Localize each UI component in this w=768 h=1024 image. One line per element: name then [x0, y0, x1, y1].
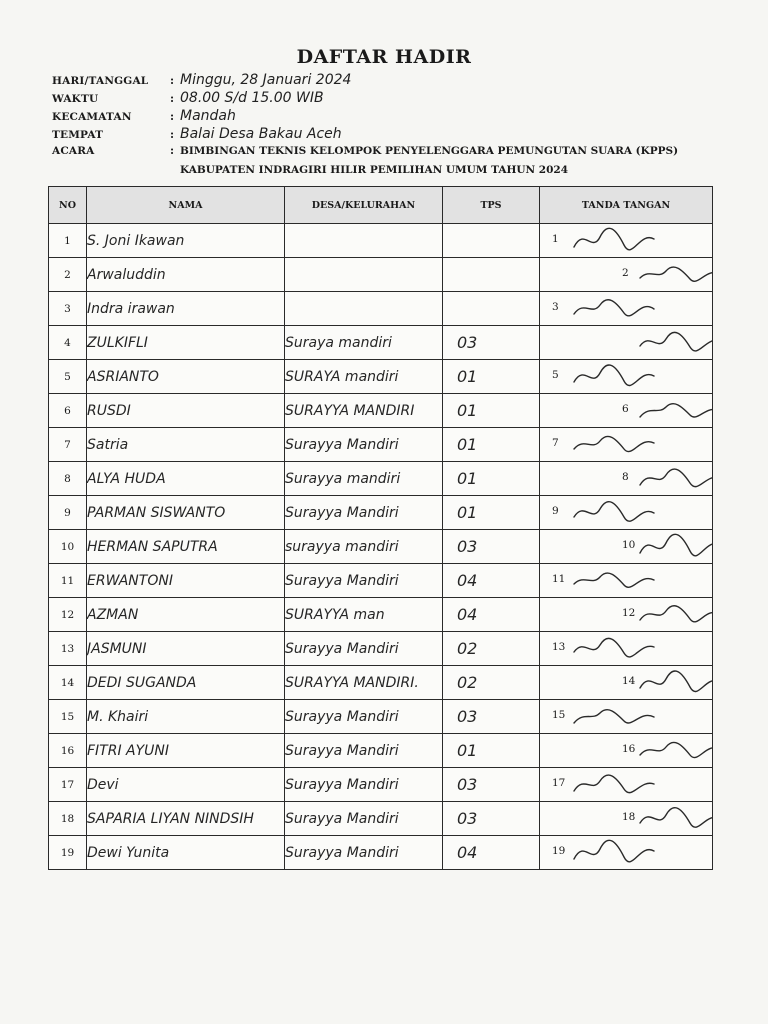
signature-cell [540, 292, 713, 326]
tps-cell: 02 [443, 666, 540, 700]
colon: : [170, 92, 175, 105]
colon: : [170, 74, 175, 87]
colon: : [170, 110, 175, 123]
table-row [49, 428, 713, 462]
table-row [49, 836, 713, 870]
table-row [49, 530, 713, 564]
village-cell: SURAYYA man [285, 598, 443, 632]
row-number: 7 [49, 428, 87, 462]
name-cell: SAPARIA LIYAN NINDSIH [87, 802, 285, 836]
tps-cell: 01 [443, 394, 540, 428]
row-number: 5 [49, 360, 87, 394]
header-nama: NAMA [87, 187, 285, 224]
village-cell: Surayya Mandiri [285, 428, 443, 462]
row-number: 11 [49, 564, 87, 598]
table-row [49, 326, 713, 360]
acara-value-line2: KABUPATEN INDRAGIRI HILIR PEMILIHAN UMUM TAHUN 2024 [180, 164, 569, 176]
village-cell: SURAYYA MANDIRI. [285, 666, 443, 700]
row-number: 4 [49, 326, 87, 360]
name-cell: Devi [87, 768, 285, 802]
table-row [49, 564, 713, 598]
signature-cell [540, 598, 713, 632]
signature-mark [570, 361, 660, 391]
row-number: 12 [49, 598, 87, 632]
signature-number: 6 [622, 403, 629, 415]
hari-value: Minggu, 28 Januari 2024 [180, 72, 352, 88]
table-row [49, 394, 713, 428]
signature-mark [636, 259, 713, 289]
colon: : [170, 128, 175, 141]
waktu-value: 08.00 S/d 15.00 WIB [180, 90, 324, 106]
table-row [49, 666, 713, 700]
signature-mark [570, 701, 660, 731]
village-cell [285, 258, 443, 292]
signature-mark [570, 769, 660, 799]
signature-number: 17 [552, 777, 566, 789]
name-cell: DEDI SUGANDA [87, 666, 285, 700]
village-cell: Surayya Mandiri [285, 496, 443, 530]
signature-mark [570, 225, 660, 255]
signature-cell [540, 428, 713, 462]
row-number: 1 [49, 224, 87, 258]
village-cell: Surayya mandiri [285, 462, 443, 496]
village-cell [285, 224, 443, 258]
signature-number: 10 [622, 539, 636, 551]
meta-row-kecamatan [52, 108, 732, 126]
signature-number: 15 [552, 709, 566, 721]
table-row [49, 598, 713, 632]
signature-number: 8 [622, 471, 629, 483]
tps-cell: 01 [443, 496, 540, 530]
signature-mark [636, 395, 713, 425]
tps-cell [443, 292, 540, 326]
table-row [49, 292, 713, 326]
village-cell: Surayya Mandiri [285, 564, 443, 598]
name-cell: FITRI AYUNI [87, 734, 285, 768]
table-row [49, 360, 713, 394]
signature-mark [570, 565, 660, 595]
village-cell [285, 292, 443, 326]
table-body [49, 224, 713, 870]
signature-mark [636, 667, 713, 697]
header-no: NO [49, 187, 87, 224]
waktu-label: WAKTU [52, 93, 99, 105]
signature-cell [540, 394, 713, 428]
row-number: 6 [49, 394, 87, 428]
signature-number: 16 [622, 743, 636, 755]
signature-number: 11 [552, 573, 566, 585]
tps-cell: 03 [443, 326, 540, 360]
signature-mark [636, 735, 713, 765]
name-cell: HERMAN SAPUTRA [87, 530, 285, 564]
name-cell: Indra irawan [87, 292, 285, 326]
name-cell: M. Khairi [87, 700, 285, 734]
village-cell: Surayya Mandiri [285, 836, 443, 870]
signature-cell [540, 768, 713, 802]
village-cell: Surayya Mandiri [285, 802, 443, 836]
tps-cell: 04 [443, 836, 540, 870]
signature-cell [540, 700, 713, 734]
row-number: 3 [49, 292, 87, 326]
tps-cell: 02 [443, 632, 540, 666]
signature-cell [540, 326, 713, 360]
acara-value-line1: BIMBINGAN TEKNIS KELOMPOK PENYELENGGARA PEMUNGUTAN SUARA (KPPS) [180, 145, 679, 157]
table-row [49, 224, 713, 258]
meta-row-hari [52, 72, 732, 90]
signature-number: 18 [622, 811, 636, 823]
name-cell: AZMAN [87, 598, 285, 632]
name-cell: RUSDI [87, 394, 285, 428]
signature-mark [636, 327, 713, 357]
tps-cell [443, 224, 540, 258]
village-cell: Surayya Mandiri [285, 734, 443, 768]
signature-mark [636, 803, 713, 833]
tps-cell: 03 [443, 768, 540, 802]
tps-cell: 03 [443, 530, 540, 564]
table-header-row [49, 187, 713, 224]
signature-mark [636, 463, 713, 493]
tps-cell: 01 [443, 462, 540, 496]
row-number: 17 [49, 768, 87, 802]
header-tanda-tangan: TANDA TANGAN [540, 187, 713, 224]
row-number: 9 [49, 496, 87, 530]
name-cell: S. Joni Ikawan [87, 224, 285, 258]
name-cell: PARMAN SISWANTO [87, 496, 285, 530]
tps-cell: 03 [443, 802, 540, 836]
meta-row-tempat [52, 126, 732, 144]
row-number: 2 [49, 258, 87, 292]
signature-number: 14 [622, 675, 636, 687]
acara-label: ACARA [52, 145, 95, 157]
tps-cell: 01 [443, 734, 540, 768]
row-number: 8 [49, 462, 87, 496]
table-row [49, 632, 713, 666]
header-desa: DESA/KELURAHAN [285, 187, 443, 224]
kecamatan-value: Mandah [180, 108, 236, 124]
meta-row-acara [52, 144, 732, 162]
signature-number: 3 [552, 301, 559, 313]
row-number: 18 [49, 802, 87, 836]
row-number: 19 [49, 836, 87, 870]
tps-cell: 01 [443, 360, 540, 394]
signature-number: 19 [552, 845, 566, 857]
signature-number: 13 [552, 641, 566, 653]
signature-cell [540, 258, 713, 292]
signature-cell [540, 496, 713, 530]
row-number: 14 [49, 666, 87, 700]
name-cell: ASRIANTO [87, 360, 285, 394]
village-cell: SURAYA mandiri [285, 360, 443, 394]
hari-label: HARI/TANGGAL [52, 75, 149, 87]
row-number: 16 [49, 734, 87, 768]
tps-cell [443, 258, 540, 292]
village-cell: Surayya Mandiri [285, 700, 443, 734]
table-row [49, 802, 713, 836]
table-row [49, 768, 713, 802]
name-cell: ZULKIFLI [87, 326, 285, 360]
signature-number: 9 [552, 505, 559, 517]
tps-cell: 04 [443, 598, 540, 632]
name-cell: JASMUNI [87, 632, 285, 666]
tps-cell: 04 [443, 564, 540, 598]
signature-cell [540, 836, 713, 870]
village-cell: surayya mandiri [285, 530, 443, 564]
tempat-value: Balai Desa Bakau Aceh [180, 126, 342, 142]
signature-mark [570, 837, 660, 867]
signature-cell [540, 530, 713, 564]
signature-number: 7 [552, 437, 559, 449]
signature-cell [540, 802, 713, 836]
signature-cell [540, 632, 713, 666]
table-row [49, 258, 713, 292]
signature-number: 12 [622, 607, 636, 619]
name-cell: Arwaluddin [87, 258, 285, 292]
kecamatan-label: KECAMATAN [52, 111, 132, 123]
document-title: DAFTAR HADIR [296, 46, 472, 68]
signature-mark [636, 599, 713, 629]
village-cell: Suraya mandiri [285, 326, 443, 360]
village-cell: SURAYYA MANDIRI [285, 394, 443, 428]
name-cell: ERWANTONI [87, 564, 285, 598]
signature-cell [540, 564, 713, 598]
attendance-table [48, 186, 713, 870]
signature-cell [540, 734, 713, 768]
colon: : [170, 144, 175, 157]
row-number: 10 [49, 530, 87, 564]
signature-mark [570, 497, 660, 527]
signature-number: 2 [622, 267, 629, 279]
header-tps: TPS [443, 187, 540, 224]
signature-cell [540, 666, 713, 700]
name-cell: Dewi Yunita [87, 836, 285, 870]
village-cell: Surayya Mandiri [285, 768, 443, 802]
signature-number: 5 [552, 369, 559, 381]
table-row [49, 700, 713, 734]
meta-block [52, 72, 732, 178]
row-number: 15 [49, 700, 87, 734]
signature-cell [540, 360, 713, 394]
table-row [49, 496, 713, 530]
signature-cell [540, 462, 713, 496]
table-row [49, 462, 713, 496]
tps-cell: 01 [443, 428, 540, 462]
signature-mark [570, 633, 660, 663]
name-cell: Satria [87, 428, 285, 462]
tempat-label: TEMPAT [52, 129, 104, 141]
table-row [49, 734, 713, 768]
tps-cell: 03 [443, 700, 540, 734]
signature-mark [636, 531, 713, 561]
signature-mark [570, 429, 660, 459]
signature-number: 1 [552, 233, 559, 245]
row-number: 13 [49, 632, 87, 666]
signature-mark [570, 293, 660, 323]
name-cell: ALYA HUDA [87, 462, 285, 496]
signature-cell [540, 224, 713, 258]
meta-row-waktu [52, 90, 732, 108]
village-cell: Surayya Mandiri [285, 632, 443, 666]
